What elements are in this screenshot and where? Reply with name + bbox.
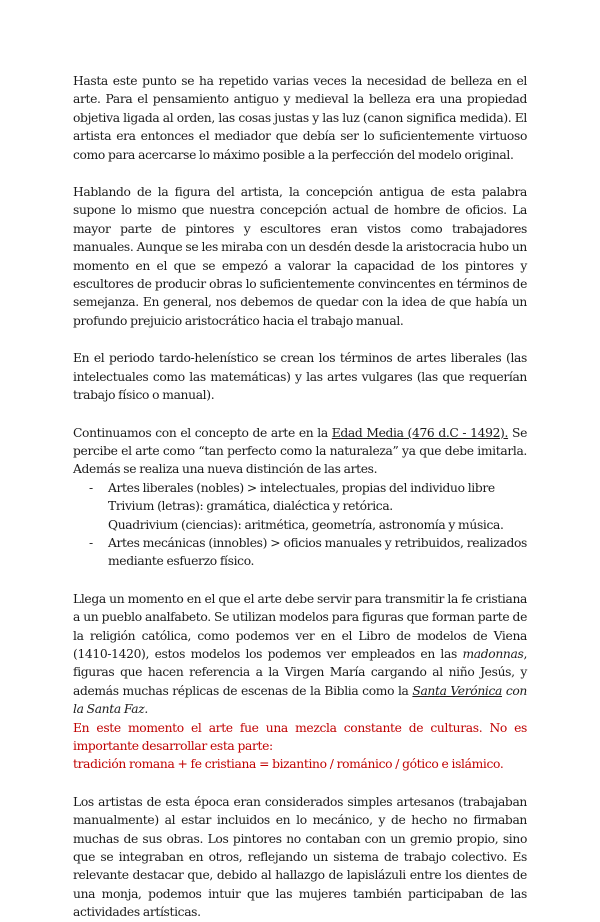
- artes-list: [73, 479, 527, 571]
- paragraph-belleza: Hasta este punto se ha repetido varias veces la necesidad de belleza en el arte. Para el pensamiento antiguo y medieval la belleza era una propiedad objetiva ligada al orden, las cosas justas y las luz (canon significa medida). El artista era entonces el mediador que debía ser lo suficientemente virtuoso como para acercarse lo máximo posible a la perfección del modelo original.: [73, 74, 527, 162]
- list-item: [73, 479, 527, 534]
- edad-media-link[interactable]: Edad Media (476 d.C - 1492).: [331, 425, 509, 440]
- fe-text-a: Llega un momento en el que el arte debe servir para transmitir la fe cristiana a un pueblo analfabeto. Se utilizan modelos para figuras que forman parte de la religión católica, como podemos ver en el Libro de modelos de Viena (1410-1420), estos modelos los podemos ver empleados en las: [73, 591, 527, 661]
- fe-text-c: con la Santa Faz.: [73, 683, 527, 717]
- madonnas-term: madonnas: [462, 646, 524, 661]
- paragraph-fe-cristiana: [73, 590, 527, 719]
- note-red-culturas: En este momento el arte fue una mezcla constante de culturas. No es importante desarrollar esta parte:: [73, 720, 527, 753]
- edad-media-text: Se percibe el arte como “tan perfecto como la naturaleza” ya que debe imitarla. Además se realiza una nueva distinción de las artes.: [73, 425, 527, 477]
- edad-media-intro: Continuamos con el concepto de arte en la: [73, 425, 332, 440]
- paragraph-edad-media: [73, 424, 527, 479]
- paragraph-artes-liberales: En el periodo tardo-helenístico se crean los términos de artes liberales (las intelectuales como las matemáticas) y las artes vulgares (las que requerían trabajo físico o manual).: [73, 351, 527, 403]
- list-dash: -: [89, 480, 93, 495]
- fe-text-b: , figuras que hacen referencia a la Virgen María cargando al niño Jesús, y además muchas réplicas de escenas de la Biblia como la: [73, 646, 527, 698]
- paragraph-artesanos: Los artistas de esta época eran considerados simples artesanos (trabajaban manualmente) al estar incluidos en lo mecánico, y de hecho no firmaban muchas de sus obras. Los pintores no contaban con un gremio propio, sino que se integraban en otros, reflejando un sistema de trabajo colectivo. Es relevante destacar que, debido al hallazgo de lapislázuli entre los dientes de una monja, podemos intuir que las mujeres también participaban de las actividades artísticas.: [73, 794, 527, 920]
- list-item: [73, 534, 527, 571]
- list-item-text: Artes mecánicas (innobles) > oficios manuales y retribuidos, realizados mediante esfuerzo físico.: [108, 535, 527, 569]
- note-red-estilos: tradición romana + fe cristiana = bizantino / románico / gótico e islámico.: [73, 757, 504, 772]
- santa-veronica-link[interactable]: Santa Verónica: [412, 683, 502, 698]
- paragraph-figura-artista: Hablando de la figura del artista, la concepción antigua de esta palabra supone lo mismo que nuestra concepción actual de hombre de oficios. La mayor parte de pintores y escultores eran vistos como trabajadores manuales. Aunque se les miraba con un desdén desde la aristocracia hubo un momento en el que se empezó a valorar la capacidad de los pintores y escultores de producir obras lo suficientemente convincentes en términos de semejanza. En general, nos debemos de quedar con la idea de que había un profundo prejuicio aristocrático hacia el trabajo manual.: [73, 185, 527, 328]
- list-dash: -: [89, 535, 93, 550]
- list-item-text: Trivium (letras): gramática, dialéctica y retórica.: [108, 499, 393, 514]
- list-item-text: Artes liberales (nobles) > intelectuales, propias del individuo libre: [108, 480, 495, 495]
- list-item-text: Quadrivium (ciencias): aritmética, geometría, astronomía y música.: [108, 517, 504, 532]
